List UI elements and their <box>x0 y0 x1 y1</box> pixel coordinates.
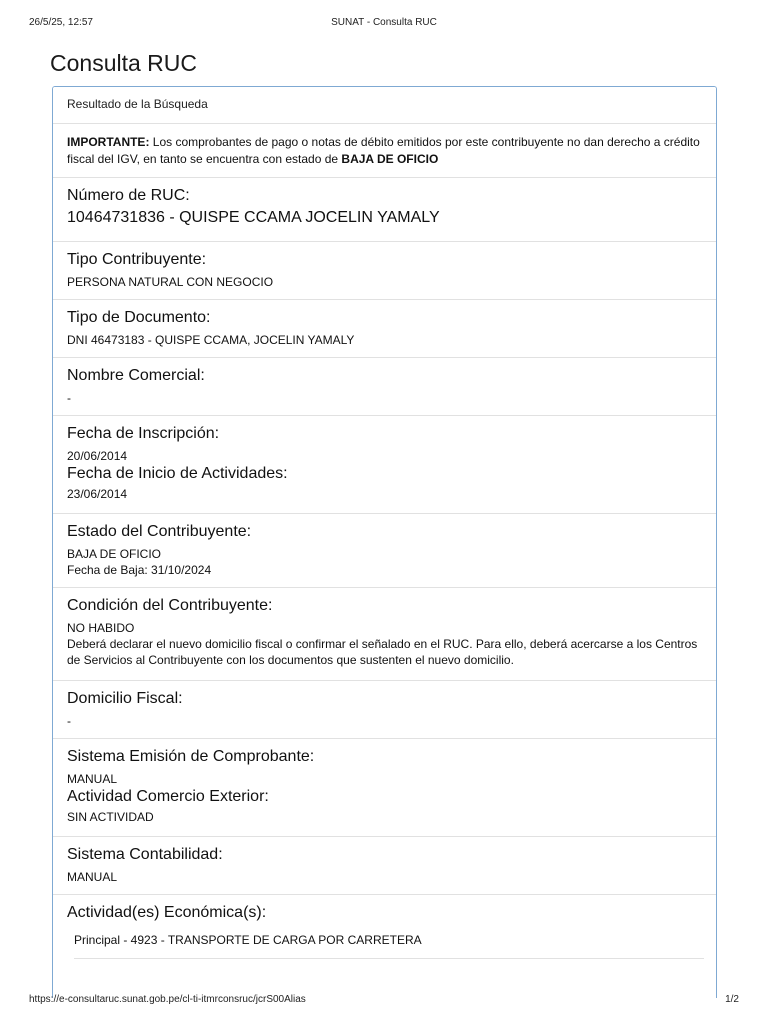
comercio-exterior-label: Actividad Comercio Exterior: <box>67 788 269 805</box>
print-url: https://e-consultaruc.sunat.gob.pe/cl-ti-itmrconsruc/jcrS00Alias <box>29 994 306 1005</box>
notice-status: BAJA DE OFICIO <box>341 152 439 166</box>
estado-label: Estado del Contribuyente: <box>67 523 252 540</box>
actividades-row <box>53 895 716 959</box>
tipo-contribuyente-value: PERSONA NATURAL CON NEGOCIO <box>67 275 274 289</box>
print-date: 26/5/25, 12:57 <box>29 17 93 28</box>
ruc-label: Número de RUC: <box>67 187 190 204</box>
notice-label: IMPORTANTE: <box>67 135 150 149</box>
panel-heading: Resultado de la Búsqueda <box>53 87 716 124</box>
sistema-emision-value: MANUAL <box>67 772 118 786</box>
tipo-contribuyente-label: Tipo Contribuyente: <box>67 251 207 268</box>
domicilio-value: - <box>67 714 71 728</box>
fecha-inscripcion-label: Fecha de Inscripción: <box>67 425 220 442</box>
print-header <box>29 17 739 31</box>
print-title: SUNAT - Consulta RUC <box>331 17 437 28</box>
fecha-inicio-label: Fecha de Inicio de Actividades: <box>67 465 288 482</box>
actividades-label: Actividad(es) Económica(s): <box>67 904 267 921</box>
important-notice <box>53 124 716 178</box>
condicion-row <box>53 588 716 681</box>
fecha-baja: Fecha de Baja: 31/10/2024 <box>67 563 212 577</box>
domicilio-label: Domicilio Fiscal: <box>67 690 183 707</box>
domicilio-row <box>53 681 716 739</box>
print-footer <box>29 994 739 1005</box>
contabilidad-value: MANUAL <box>67 870 118 884</box>
ruc-value: 10464731836 - QUISPE CCAMA JOCELIN YAMALY <box>67 209 440 226</box>
condicion-label: Condición del Contribuyente: <box>67 597 273 614</box>
nombre-comercial-label: Nombre Comercial: <box>67 367 205 384</box>
contabilidad-row <box>53 837 716 895</box>
results-panel <box>52 86 717 998</box>
sistema-emision-label: Sistema Emisión de Comprobante: <box>67 748 315 765</box>
tipo-documento-value: DNI 46473183 - QUISPE CCAMA, JOCELIN YAMALY <box>67 333 355 347</box>
tipo-contribuyente-row <box>53 242 716 300</box>
estado-row <box>53 514 716 588</box>
comercio-exterior-value: SIN ACTIVIDAD <box>67 810 154 824</box>
list-item: Principal - 4923 - TRANSPORTE DE CARGA POR CARRETERA <box>74 923 704 959</box>
nombre-comercial-value: - <box>67 391 71 405</box>
fecha-inicio-value: 23/06/2014 <box>67 487 128 501</box>
page-title: Consulta RUC <box>50 50 197 76</box>
nombre-comercial-row <box>53 358 716 416</box>
ruc-row <box>53 178 716 242</box>
condicion-note: Deberá declarar el nuevo domicilio fiscal o confirmar el señalado en el RUC. Para ello, deberá acercarse a los Centros de Servicios al Contribuyente con los documentos que sustenten el nuevo domicilio. <box>67 637 698 667</box>
tipo-documento-row <box>53 300 716 358</box>
page-number: 1/2 <box>725 994 739 1005</box>
condicion-value: NO HABIDO <box>67 621 135 635</box>
estado-value: BAJA DE OFICIO <box>67 547 162 561</box>
contabilidad-label: Sistema Contabilidad: <box>67 846 223 863</box>
notice-text: Los comprobantes de pago o notas de débito emitidos por este contribuyente no dan derecho a crédito fiscal del IGV, en tanto se encuentra con estado de <box>67 135 700 166</box>
tipo-documento-label: Tipo de Documento: <box>67 309 211 326</box>
fechas-row <box>53 416 716 514</box>
fecha-inscripcion-value: 20/06/2014 <box>67 449 128 463</box>
sistema-row <box>53 739 716 837</box>
